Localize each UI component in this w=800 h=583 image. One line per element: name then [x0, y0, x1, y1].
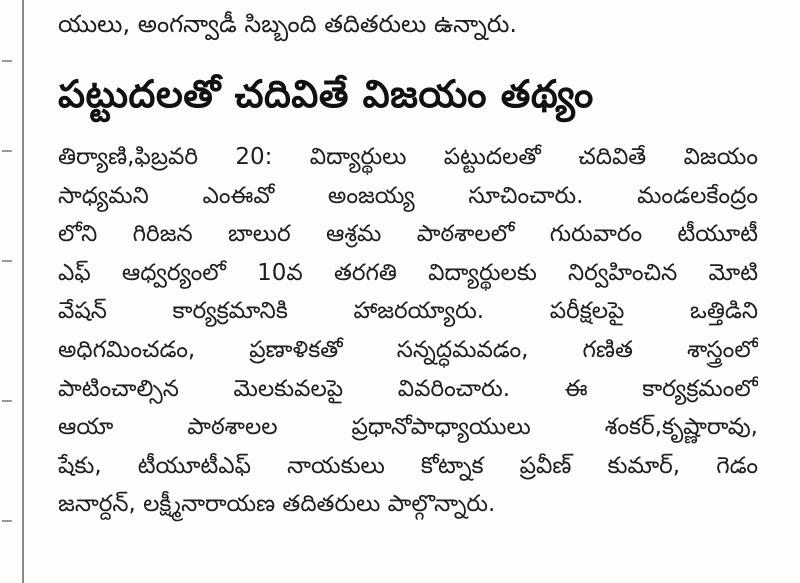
body-line: జనార్దన్, లక్ష్మీనారాయణ తదితరులు పాల్గొన్నారు. [58, 491, 496, 518]
adjacent-column-edge [2, 0, 16, 583]
body-line: తిర్యాణి,ఫిబ్రవరి 20: విద్యార్థులు పట్టుదలతో చదివితే విజయం [58, 144, 758, 170]
body-line: లోని గిరిజన బాలుర ఆశ్రమ పాఠశాలలో గురువారం టీయూటీ [58, 221, 758, 248]
body-line: సాధ్యమని ఎంఈవో అంజయ్య సూచించారు. మండలకేంద్రం [58, 182, 758, 209]
article-headline: పట్టుదలతో చదివితే విజయం తథ్యం [58, 72, 594, 116]
previous-article-ending: యులు, అంగన్వాడీ సిబ్బంది తదితరులు ఉన్నారు. [58, 10, 518, 38]
body-line: అధిగమించడం, ప్రణాళికతో సన్నద్ధమవడం, గణిత శాస్త్రంలో [58, 336, 758, 363]
column-divider [22, 0, 24, 583]
body-line: వేషన్ కార్యక్రమానికి హాజరయ్యారు. పరీక్షలపై ఒత్తిడిని [58, 298, 758, 325]
article-body [58, 138, 758, 524]
body-line: షేకు, టీయూటీఎఫ్ నాయకులు కోట్నాక ప్రవీణ్ కుమార్, గెడం [58, 452, 758, 479]
body-line: ఆయా పాఠశాలల ప్రధానోపాధ్యాయులు శంకర్,కృష్ణారావు, [58, 414, 758, 441]
body-line: ఎఫ్ ఆధ్వర్యంలో 10వ తరగతి విద్యార్థులకు నిర్వహించిన మోటి [58, 259, 758, 286]
body-line: పాటించాల్సిన మెలకువలపై వివరించారు. ఈ కార్యక్రమంలో [58, 375, 758, 402]
